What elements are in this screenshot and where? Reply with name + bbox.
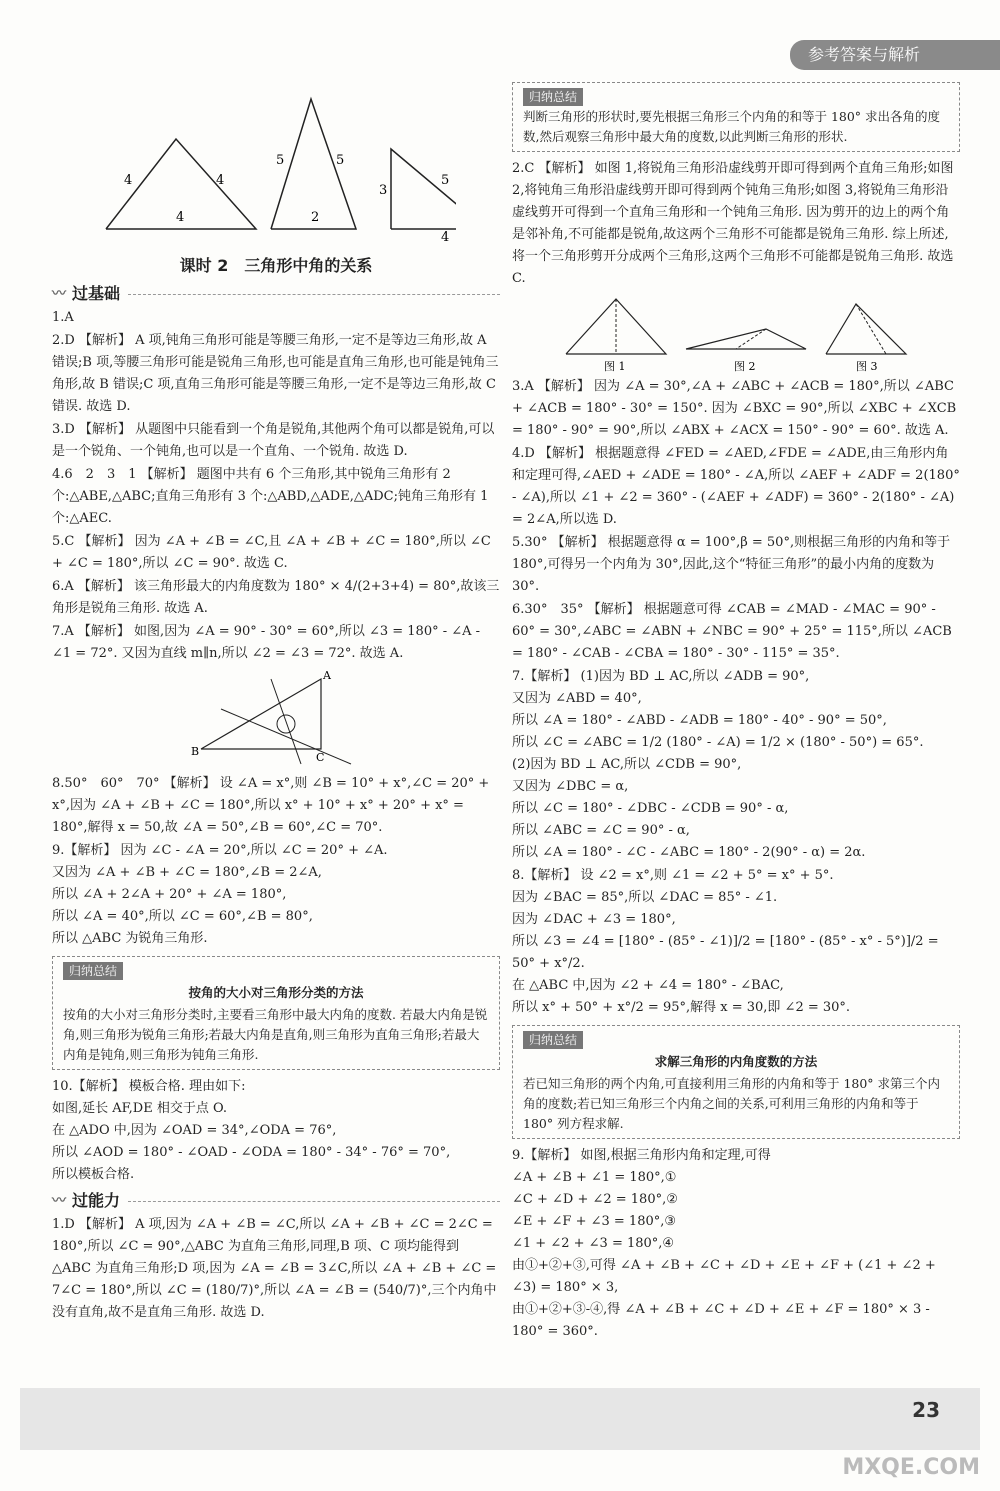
svg-text:4: 4 bbox=[176, 210, 185, 225]
summary-box: 归纳总结 判断三角形的形状时,要先根据三角形三个内角的和等于 180° 求出各角的度数,然后观察三角形中最大角的度数,以此判断三角形的形状. bbox=[512, 82, 960, 152]
right-column bbox=[512, 82, 964, 1344]
answer-item: 6.30° 35° 【解析】 根据题意可得 ∠CAB = ∠MAD - ∠MAC = 90° - 60° = 30°,∠ABC = ∠ABN + ∠NBC = 90° + 25° = 115°,所以 ∠ACB = 180° - ∠CAB - ∠CBA = 180° - 30° - 115° = 35°. bbox=[512, 602, 956, 661]
section-basic: 〰 过基础 bbox=[52, 283, 500, 305]
answer-item: 4.D 【解析】 根据题意得 ∠FED = ∠AED,∠FDE = ∠ADE,由三角形内角和定理可得,∠AED + ∠ADE = 180° - ∠A,所以 ∠AEF + ∠ADF = 2(180° - ∠A),所以 ∠1 + ∠2 = 360° - (∠AEF + ∠ADF) = 360° - 2(180° - ∠A) = 2∠A,所以选 D. bbox=[512, 446, 964, 527]
fig-caption: 图 2 bbox=[734, 360, 756, 372]
lesson-title: 课时 2 三角形中角的关系 bbox=[179, 256, 373, 275]
answer-item: 8.50° 60° 70° 【解析】 设 ∠A = x°,则 ∠B = 10° + x°,∠C = 20° + x°,因为 ∠A + ∠B + ∠C = 180°,所以 x° + 10° + x° + 20° + x° = 180°,解得 x = 50,故 ∠A = 50°,∠B = 60°,∠C = 70°. bbox=[52, 776, 494, 835]
svg-text:2: 2 bbox=[311, 210, 320, 225]
answer-item: 9.【解析】 如图,根据三角形内角和定理,可得 ∠A + ∠B + ∠1 = 180°,① ∠C + ∠D + ∠2 = 180°,② ∠E + ∠F + ∠3 = 180°,③ ∠1 + ∠2 + ∠3 = 180°,④ 由①+②+③,可得 ∠A + ∠B + ∠C + ∠D + ∠E + ∠F + (∠1 + ∠2 + ∠3) = 180° × 3, 由①+②+③-④,得 ∠A + ∠B + ∠C + ∠D + ∠E + ∠F = 180° × 3 - 180° = 360°. bbox=[512, 1148, 936, 1339]
answer-item: 5.30° 【解析】 根据题意得 α = 100°,β = 50°,则根据三角形的内角和等于 180°,可得另一个内角为 30°,因此,这个“特征三角形”的最小内角的度数为 30°. bbox=[512, 535, 955, 594]
svg-text:5: 5 bbox=[276, 153, 285, 168]
answer-item: 7.【解析】 (1)因为 BD ⊥ AC,所以 ∠ADB = 90°, 又因为 ∠ABD = 40°, 所以 ∠A = 180° - ∠ABD - ∠ADB = 180° - 40° - 90° = 50°, 所以 ∠C = ∠ABC = 1/2 (180° - ∠A) = 1/2 × (180° - 50°) = 65°. (2)因为 BD ⊥ AC,所以 ∠CDB = 90°, 又因为 ∠DBC = α, 所以 ∠C = 180° - ∠DBC - ∠CDB = 90° - α, 所以 ∠ABC = ∠C = 90° - α, 所以 ∠A = 180° - ∠C - ∠ABC = 180° - 2(90° - α) = 2α. bbox=[512, 669, 924, 860]
parallel-lines-figure bbox=[191, 669, 361, 769]
wave-icon: 〰 bbox=[52, 1193, 66, 1209]
fig-caption: 图 1 bbox=[604, 360, 626, 372]
triangles-figure bbox=[96, 89, 456, 249]
svg-text:4: 4 bbox=[124, 173, 133, 188]
answer-item: 4.6 2 3 1 【解析】 题图中共有 6 个三角形,其中锐角三角形有 2 个:△ABE,△ABC;直角三角形有 3 个:△ABD,△ADE,△ADC;钝角三角形有 1 个:△AEC. bbox=[52, 467, 493, 526]
answer-item: 6.A 【解析】 该三角形最大的内角度数为 180° × 4/(2+3+4) = 80°,故该三角形是锐角三角形. 故选 A. bbox=[52, 579, 500, 616]
wave-icon: 〰 bbox=[52, 286, 66, 302]
answer-item: 1.D 【解析】 A 项,因为 ∠A + ∠B = ∠C,所以 ∠A + ∠B + ∠C = 2∠C = 180°,所以 ∠C = 90°,△ABC 为直角三角形,同理,B 项、C 项均能得到 △ABC 为直角三角形;D 项,因为 ∠A = ∠B = 3∠C,所以 ∠A + ∠B + ∠C = 7∠C = 180°,所以 ∠C = (180/7)°,所以 ∠A = ∠B = (540/7)°,三个内角中没有直角,故不是直角三角形. 故选 D. bbox=[52, 1217, 501, 1320]
cut-triangles-figure bbox=[556, 294, 916, 372]
svg-text:B: B bbox=[191, 745, 200, 758]
answer-item: 8.【解析】 设 ∠2 = x°,则 ∠1 = ∠2 + 5° = x° + 5°. 因为 ∠BAC = 85°,所以 ∠DAC = 85° - ∠1. 因为 ∠DAC + ∠3 = 180°, 所以 ∠3 = ∠4 = [180° - (85° - ∠1)]/2 = [180° - (85° - x° - 5°)]/2 = 50° + x°/2. 在 △ABC 中,因为 ∠2 + ∠4 = 180° - ∠BAC, 所以 x° + 50° + x°/2 = 95°,解得 x = 30,即 ∠2 = 30°. bbox=[512, 868, 939, 1015]
watermark: MXQE.COM bbox=[842, 1455, 980, 1480]
answer-item: 7.A 【解析】 如图,因为 ∠A = 90° - 30° = 60°,所以 ∠3 = 180° - ∠A - ∠1 = 72°. 又因为直线 m∥n,所以 ∠2 = ∠3 = 72°. 故选 A. bbox=[52, 624, 485, 661]
svg-text:4: 4 bbox=[441, 230, 450, 245]
header-tab: 参考答案与解析 bbox=[790, 40, 1000, 70]
answer-item: 2.D 【解析】 A 项,钝角三角形可能是等腰三角形,一定不是等边三角形,故 A 错误;B 项,等腰三角形可能是锐角三角形,也可能是直角三角形,也可能是钝角三角形,故 B 错误;C 项,直角三角形可能是等腰三角形,一定不是等边三角形,故 C 错误. 故选 D. bbox=[52, 333, 501, 414]
summary-box: 归纳总结 按角的大小对三角形分类的方法 按角的大小对三角形分类时,主要看三角形中最大内角的度数. 若最大内角是锐角,则三角形为锐角三角形;若最大内角是直角,则三角形为直角三角形;若最大内角是钝角,则三角形为钝角三角形. bbox=[52, 956, 500, 1070]
answer-item: 9.【解析】 因为 ∠C - ∠A = 20°,所以 ∠C = 20° + ∠A. 又因为 ∠A + ∠B + ∠C = 180°,∠B = 2∠A, 所以 ∠A + 2∠A + 20° + ∠A = 180°, 所以 ∠A = 40°,所以 ∠C = 60°,∠B = 80°, 所以 △ABC 为锐角三角形. bbox=[52, 843, 388, 946]
answer-item: 5.C 【解析】 因为 ∠A + ∠B = ∠C,且 ∠A + ∠B + ∠C = 180°,所以 ∠C + ∠C = 180°,所以 ∠C = 90°. 故选 C. bbox=[52, 534, 496, 571]
answer-item: 1.A bbox=[52, 310, 74, 325]
summary-box: 归纳总结 求解三角形的内角度数的方法 若已知三角形的两个内角,可直接利用三角形的内角和等于 180° 求第三个内角的度数;若已知三角形三个内角之间的关系,可利用三角形的内角和等于 180° 列方程求解. bbox=[512, 1025, 960, 1139]
svg-text:4: 4 bbox=[216, 173, 225, 188]
footer-band bbox=[20, 1388, 980, 1450]
answer-item: 3.D 【解析】 从题图中只能看到一个角是锐角,其他两个角可以都是锐角,可以是一个锐角、一个钝角,也可以是一个直角、一个锐角. 故选 D. bbox=[52, 422, 495, 459]
fig-caption: 图 3 bbox=[856, 360, 878, 372]
svg-text:3: 3 bbox=[379, 183, 388, 198]
svg-text:5: 5 bbox=[441, 173, 450, 188]
section-ability: 〰 过能力 bbox=[52, 1190, 500, 1212]
svg-text:C: C bbox=[316, 751, 325, 764]
svg-text:A: A bbox=[323, 669, 331, 682]
answer-item: 10.【解析】 模板合格. 理由如下: 如图,延长 AF,DE 相交于点 O. 在 △ADO 中,因为 ∠OAD = 34°,∠ODA = 76°, 所以 ∠AOD = 180° - ∠OAD - ∠ODA = 180° - 34° - 76° = 70°, 所以模板合格. bbox=[52, 1079, 451, 1182]
answer-item: 2.C 【解析】 如图 1,将锐角三角形沿虚线剪开即可得到两个直角三角形;如图 2,将钝角三角形沿虚线剪开即可得到两个钝角三角形;如图 3,将锐角三角形沿虚线剪开可得到一个直角三角形和一个钝角三角形. 因为剪开的边上的两个角是邻补角,不可能都是锐角,故这两个三角形不可能都是锐角三角形. 综上所述,将一个三角形剪开分成两个三角形,这两个三角形不可能都是锐角三角形. 故选 C. bbox=[512, 161, 958, 286]
left-column bbox=[52, 85, 500, 1325]
svg-text:5: 5 bbox=[336, 153, 345, 168]
answer-item: 3.A 【解析】 因为 ∠A = 30°,∠A + ∠ABC + ∠ACB = 180°,所以 ∠ABC + ∠ACB = 180° - 30° = 150°. 因为 ∠BXC = 90°,所以 ∠XBC + ∠XCB = 180° - 90° = 90°,所以 ∠ABX + ∠ACX = 150° - 90° = 60°. 故选 A. bbox=[512, 379, 961, 438]
page-number: 23 bbox=[912, 1398, 940, 1422]
